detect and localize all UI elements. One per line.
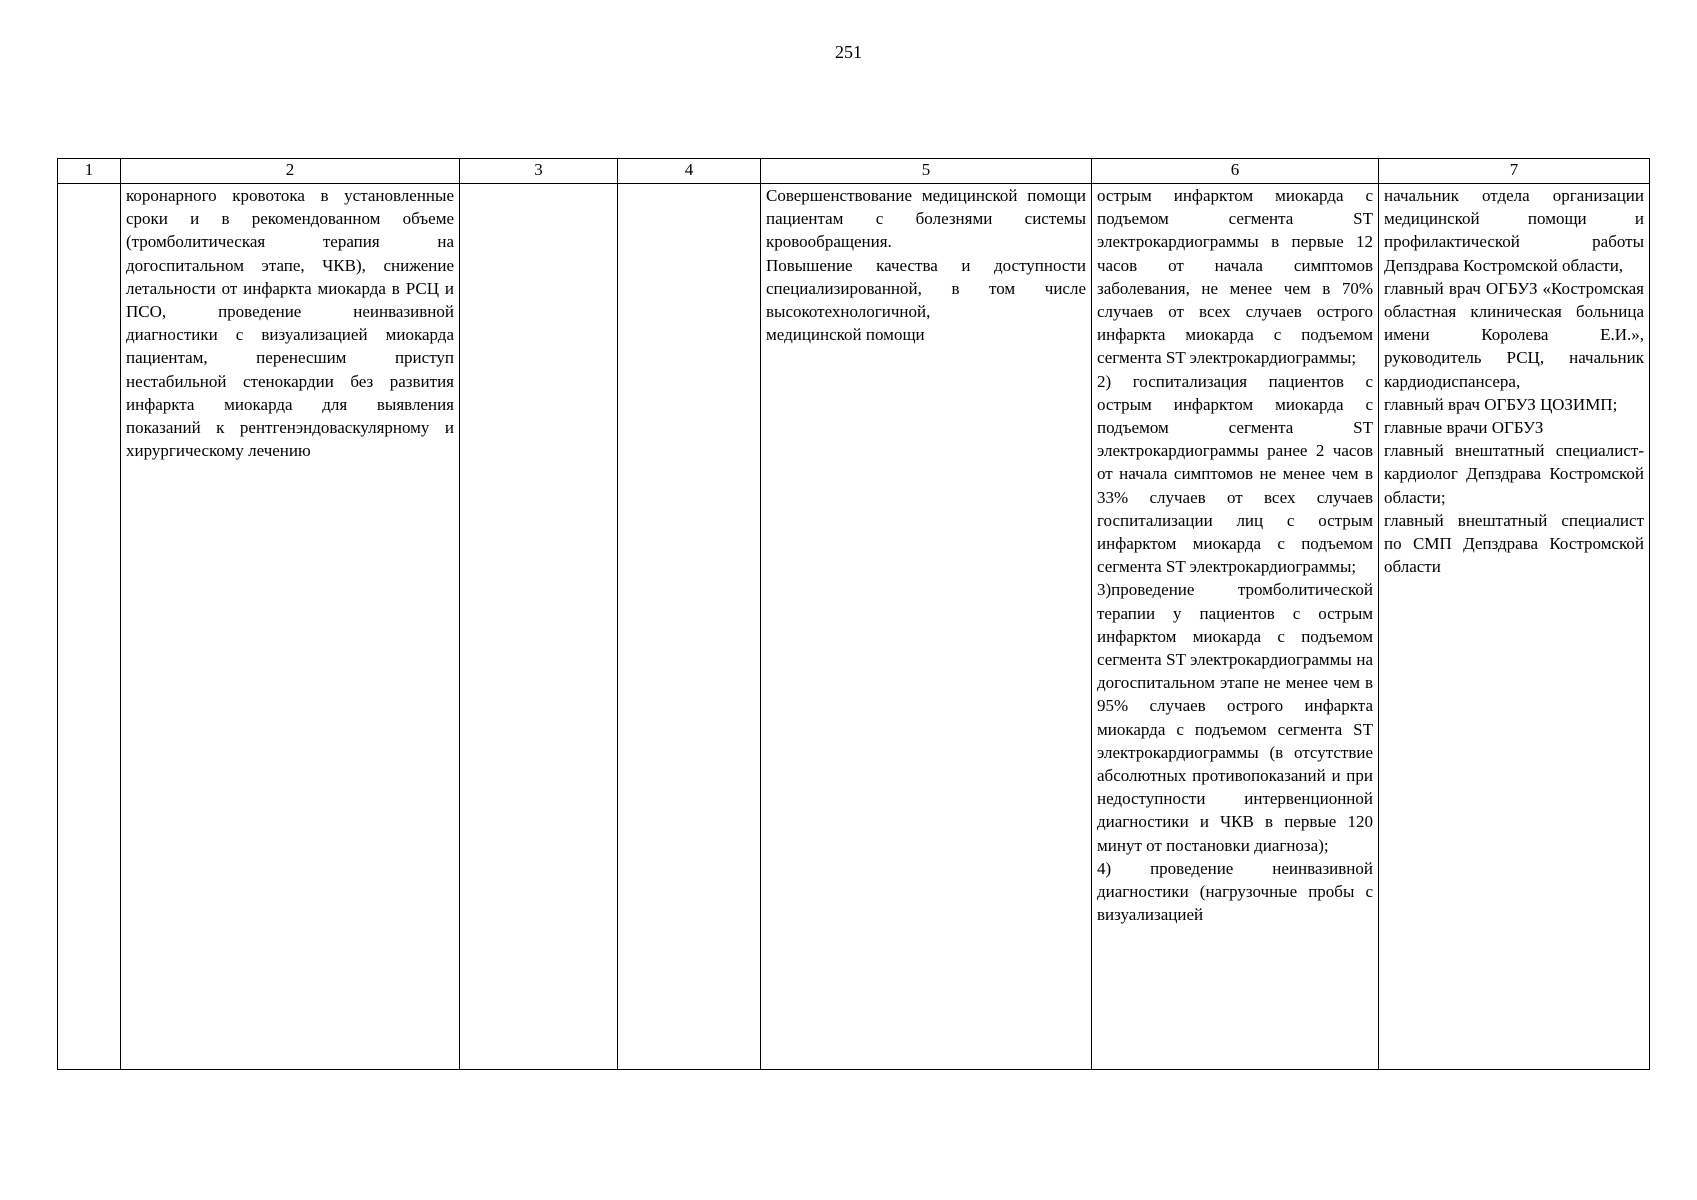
table-header-row [58,159,1650,184]
cell-col-2 [121,184,460,1070]
cell-text-col-5: Совершенствование медицинской помощи пациентам с болезнями системы кровообращения. Повышение качества и доступности специализированной, в том числе высокотехнологичной, медицинской помощи [766,186,1086,345]
cell-col-1 [58,184,121,1070]
cell-col-6 [1092,184,1379,1070]
table-row [58,184,1650,1070]
column-header-2: 2 [121,159,460,184]
cell-col-3 [460,184,618,1070]
cell-text-col-2: коронарного кровотока в установленные сроки и в рекомендованном объеме (тромболитическая терапия на догоспитальном этапе, ЧКВ), снижение летальности от инфаркта миокарда в РСЦ и ПСО, проведение неинвазивной диагностики с визуализацией миокарда пациентам, перенесшим приступ нестабильной стенокардии без развития инфаркта миокарда для выявления показаний к рентгенэндоваскулярному и хирургическому лечению [126,186,454,461]
cell-text-col-6: острым инфарктом миокарда с подъемом сегмента ST электрокардиограммы в первые 12 часов от начала симптомов заболевания, не менее чем в 70% случаев от всех случаев острого инфаркта миокарда с подъемом сегмента ST электрокардиограммы; 2) госпитализация пациентов с острым инфарктом миокарда с подъемом сегмента ST электрокардиограммы ранее 2 часов от начала симптомов не менее чем в 33% случаев от всех случаев госпитализации лиц с острым инфарктом миокарда с подъемом сегмента ST электрокардиограммы; 3)проведение тромболитической терапии у пациентов с острым инфарктом миокарда с подъемом сегмента ST электрокардиограммы на догоспитальном этапе не менее чем в 95% случаев острого инфаркта миокарда с подъемом сегмента ST электрокардиограммы (в отсутствие абсолютных противопоказаний и при недоступности интервенционной диагностики и ЧКВ в первые 120 минут от постановки диагноза); 4) проведение неинвазивной диагностики (нагрузочные пробы с визуализацией [1097,186,1373,925]
column-header-4: 4 [618,159,761,184]
cell-col-5 [761,184,1092,1070]
document-table [57,158,1650,1070]
column-header-1: 1 [58,159,121,184]
page-number: 251 [835,42,862,62]
cell-col-4 [618,184,761,1070]
column-header-6: 6 [1092,159,1379,184]
column-header-7: 7 [1379,159,1650,184]
cell-col-7 [1379,184,1650,1070]
column-header-5: 5 [761,159,1092,184]
column-header-3: 3 [460,159,618,184]
cell-text-col-7: начальник отдела организации медицинской помощи и профилактической работы Депздрава Костромской области, главный врач ОГБУЗ «Костромская областная клиническая больница имени Королева Е.И.», руководитель РСЦ, начальник кардиодиспансера, главный врач ОГБУЗ ЦОЗИМП; главные врачи ОГБУЗ главный внештатный специалист-кардиолог Депздрава Костромской области; главный внештатный специалист по СМП Депздрава Костромской области [1384,186,1644,577]
